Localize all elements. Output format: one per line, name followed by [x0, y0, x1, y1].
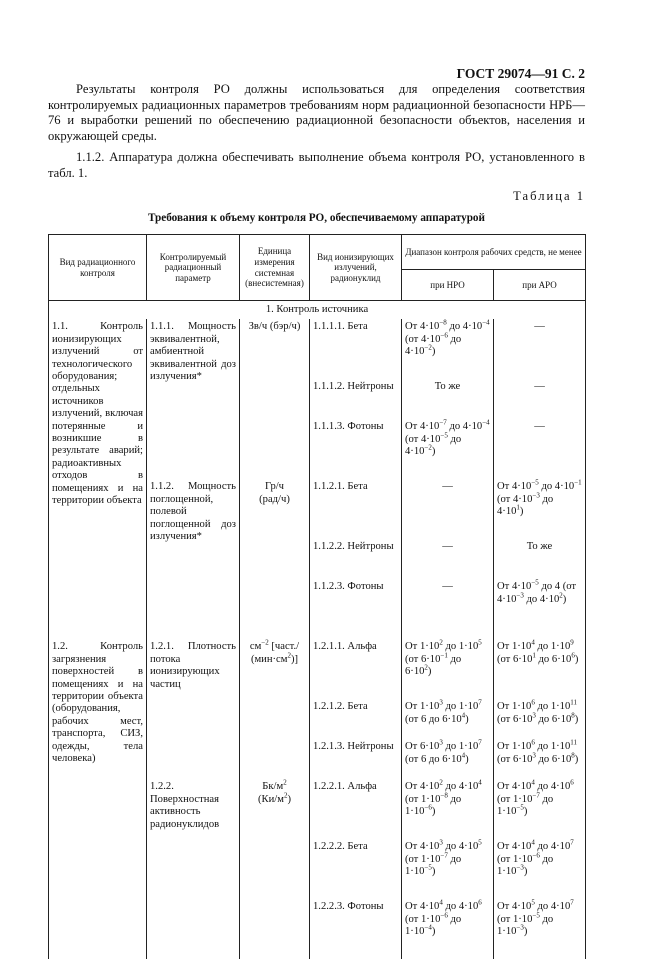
apo-1-1-2-1: От $4\cdot 10^{-5}$ до $4\cdot 10^{-1}$ (от $4\cdot 10^{-3}$ до $4\cdot 10^1$)	[494, 479, 586, 539]
rad-1-1-2-2: 1.1.2.2. Нейтроны	[310, 539, 402, 579]
col-range: Диапазон контроля рабочих средств, не менее	[402, 235, 586, 270]
rad-1-2-1-2: 1.2.1.2. Бета	[310, 699, 402, 739]
rad-1-1-1-2: 1.1.1.2. Нейтроны	[310, 379, 402, 419]
rad-1-1-1-1: 1.1.1.1. Бета	[310, 319, 402, 379]
unit-1-2-2: $Бк/м^2$ $(Ки/м^2)$	[240, 779, 310, 959]
unit-1-1-2: Гр/ч (рад/ч)	[240, 479, 310, 639]
param-1-1-2: 1.1.2. Мощность поглощенной, полевой поглощенной доз излучения*	[147, 479, 240, 639]
apo-1-1-2-3: От $4\cdot 10^{-5}$ до 4 (от $4\cdot 10^{-3}$ до $4\cdot 10^2$)	[494, 579, 586, 639]
paragraph-2: 1.1.2. Аппаратура должна обеспечивать выполнение объема контроля РО, установленного в табл. 1.	[48, 150, 585, 180]
kind-1-2: 1.2. Контроль загрязнения поверхностей в помещениях и на территории объекта (оборудования, рабочих мест, транспорта, СИЗ, одежды, тела человека)	[49, 639, 147, 959]
npo-1-2-1-2: От $1\cdot 10^3$ до $1\cdot 10^7$ (от 6 до $6\cdot 10^4$)	[402, 699, 494, 739]
col-npo: при НРО	[402, 270, 494, 301]
npo-1-2-2-1: От $4\cdot 10^2$ до $4\cdot 10^4$ (от $1\cdot 10^{-8}$ до $1\cdot 10^{-6}$)	[402, 779, 494, 839]
apo-1-1-1-1: —	[494, 319, 586, 379]
rad-1-2-2-3: 1.2.2.3. Фотоны	[310, 899, 402, 959]
apo-1-2-1-2: От $1\cdot 10^6$ до $1\cdot 10^{11}$ (от $6\cdot 10^3$ до $6\cdot 10^8$)	[494, 699, 586, 739]
param-1-2-1: 1.2.1. Плотность потока ионизирующих частиц	[147, 639, 240, 779]
apo-1-2-2-1: От $4\cdot 10^4$ до $4\cdot 10^6$ (от $1\cdot 10^{-7}$ до $1\cdot 10^{-5}$)	[494, 779, 586, 839]
apo-1-1-2-2: То же	[494, 539, 586, 579]
param-1-1-1: 1.1.1. Мощность эквивалентной, амбиентной эквивалентной доз излучения*	[147, 319, 240, 479]
kind-1-1: 1.1. Контроль ионизирующих излучений от технологического оборудования; отдельных источников излучений, включая потерянные и возникшие в результате аварий; радиоактивных отходов в помещениях и на территории объекта	[49, 319, 147, 639]
param-1-2-2: 1.2.2. Поверхностная активность радионуклидов	[147, 779, 240, 959]
apo-1-2-2-2: От $4\cdot 10^4$ до $4\cdot 10^7$ (от $1\cdot 10^{-6}$ до $1\cdot 10^{-3}$)	[494, 839, 586, 899]
rad-1-1-1-3: 1.1.1.3. Фотоны	[310, 419, 402, 479]
table-caption: Требования к объему контроля РО, обеспечиваемому аппаратурой	[148, 212, 485, 224]
rad-1-2-2-2: 1.2.2.2. Бета	[310, 839, 402, 899]
rad-1-2-2-1: 1.2.2.1. Альфа	[310, 779, 402, 839]
rad-1-1-2-3: 1.1.2.3. Фотоны	[310, 579, 402, 639]
unit-1-2-1: $см^{-2}$ [част./ $(мин\cdot см^2)$]	[240, 639, 310, 779]
apo-1-1-1-2: —	[494, 379, 586, 419]
requirements-table	[48, 234, 586, 959]
rad-1-1-2-1: 1.1.2.1. Бета	[310, 479, 402, 539]
npo-1-1-2-1: —	[402, 479, 494, 539]
npo-1-2-2-2: От $4\cdot 10^3$ до $4\cdot 10^5$ (от $1\cdot 10^{-7}$ до $1\cdot 10^{-5}$)	[402, 839, 494, 899]
col-radiation: Вид ионизирующих излучений, радионуклид	[310, 235, 402, 301]
paragraph-1: Результаты контроля РО должны использоваться для определения соответствия контролируемых радиационных параметров требованиям норм радиационной безопасности НРБ—76 и выработки решений по обеспечению радиационной безопасности объектов, населения и окружающей среды.	[48, 82, 585, 143]
rad-1-2-1-1: 1.2.1.1. Альфа	[310, 639, 402, 699]
table-label: Таблица 1	[513, 189, 585, 203]
rad-1-2-1-3: 1.2.1.3. Нейтроны	[310, 739, 402, 779]
unit-1-1-1: Зв/ч (бэр/ч)	[240, 319, 310, 479]
apo-1-1-1-3: —	[494, 419, 586, 479]
npo-1-1-1-1: От $4\cdot 10^{-8}$ до $4\cdot 10^{-4}$ (от $4\cdot 10^{-6}$ до $4\cdot 10^{-2}$)	[402, 319, 494, 379]
npo-1-1-2-2: —	[402, 539, 494, 579]
npo-1-1-2-3: —	[402, 579, 494, 639]
section-title: 1. Контроль источника	[49, 301, 586, 320]
npo-1-1-1-3: От $4\cdot 10^{-7}$ до $4\cdot 10^{-4}$ (от $4\cdot 10^{-5}$ до $4\cdot 10^{-2}$)	[402, 419, 494, 479]
col-unit: Единица измерения системная (внесистемная)	[240, 235, 310, 301]
npo-1-2-2-3: От $4\cdot 10^4$ до $4\cdot 10^6$ (от $1\cdot 10^{-6}$ до $1\cdot 10^{-4}$)	[402, 899, 494, 959]
npo-1-1-1-2: То же	[402, 379, 494, 419]
apo-1-2-1-1: От $1\cdot 10^4$ до $1\cdot 10^9$ (от $6\cdot 10^1$ до $6\cdot 10^6$)	[494, 639, 586, 699]
apo-1-2-1-3: От $1\cdot 10^6$ до $1\cdot 10^{11}$ (от $6\cdot 10^3$ до $6\cdot 10^8$)	[494, 739, 586, 779]
npo-1-2-1-3: От $6\cdot 10^3$ до $1\cdot 10^7$ (от 6 до $6\cdot 10^4$)	[402, 739, 494, 779]
col-kind: Вид радиационного контроля	[49, 235, 147, 301]
apo-1-2-2-3: От $4\cdot 10^5$ до $4\cdot 10^7$ (от $1\cdot 10^{-5}$ до $1\cdot 10^{-3}$)	[494, 899, 586, 959]
page-header: ГОСТ 29074—91 С. 2	[456, 66, 585, 81]
col-apo: при АРО	[494, 270, 586, 301]
col-param: Контролируемый радиационный параметр	[147, 235, 240, 301]
npo-1-2-1-1: От $1\cdot 10^2$ до $1\cdot 10^5$ (от $6\cdot 10^{-1}$ до $6\cdot 10^2$)	[402, 639, 494, 699]
